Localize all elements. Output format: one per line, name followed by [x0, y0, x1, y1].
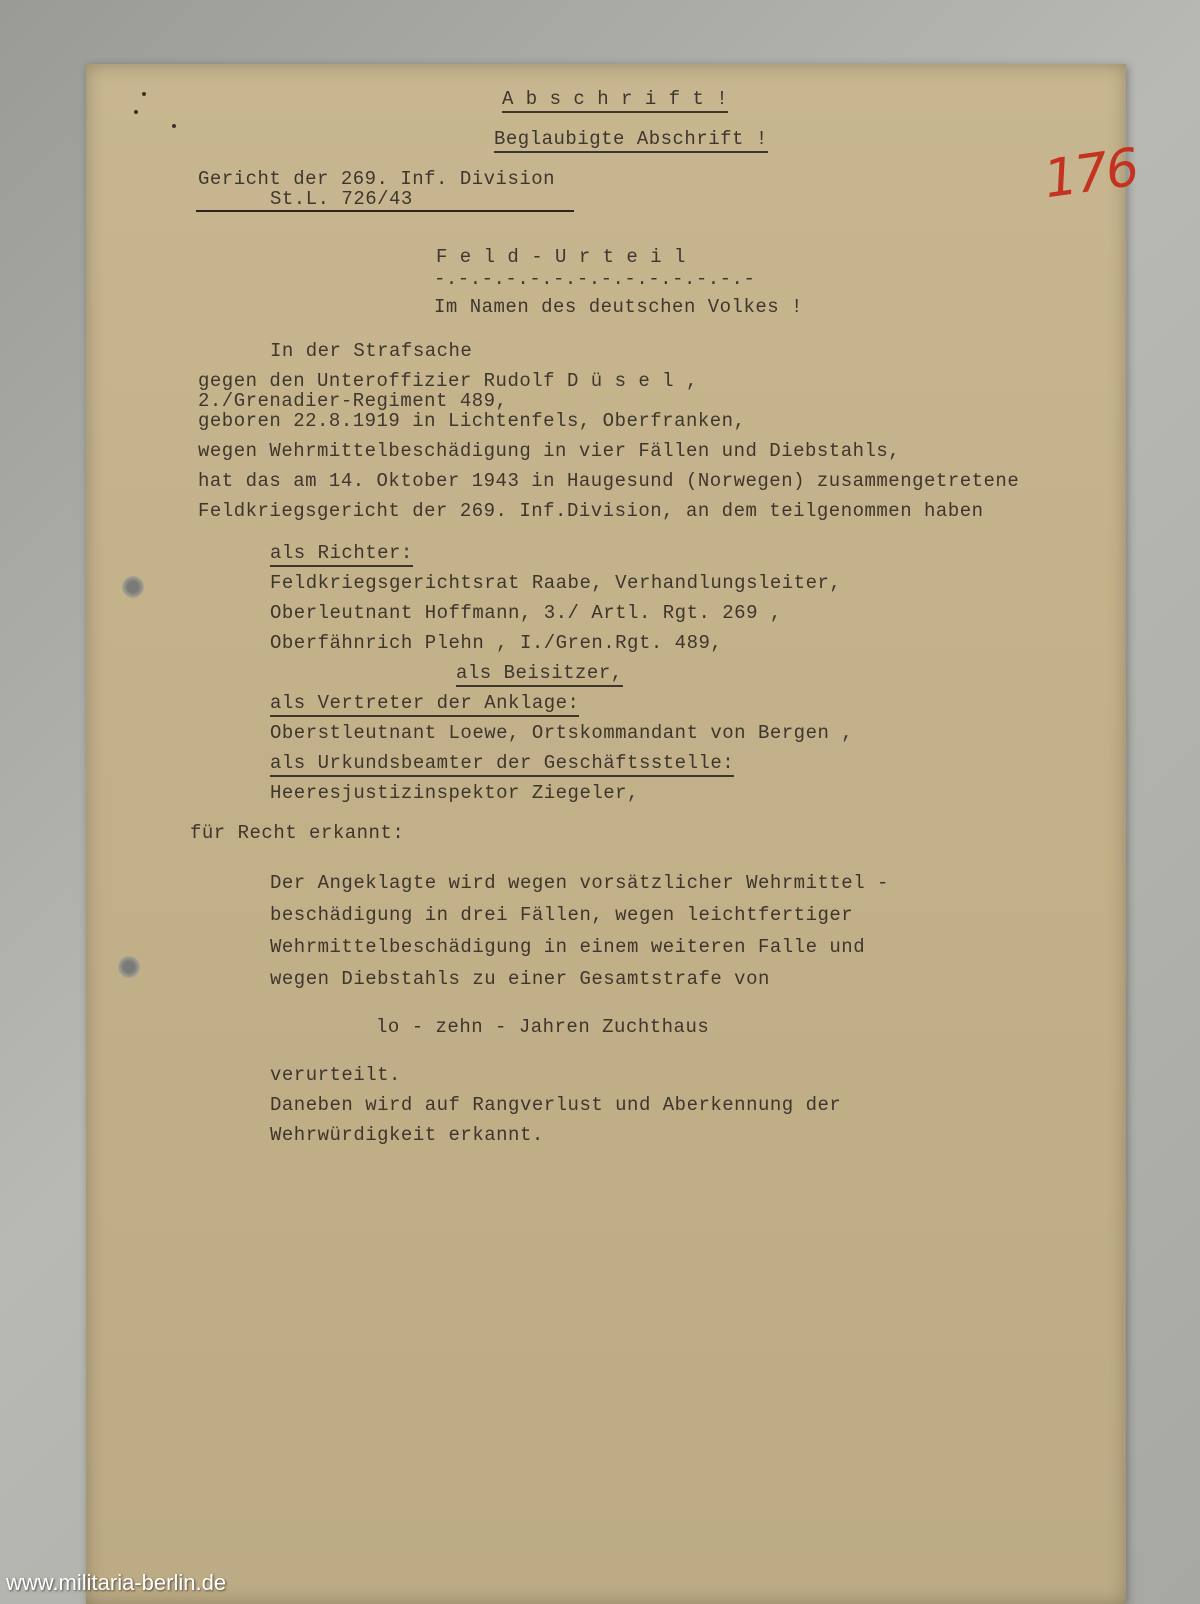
body-line: wegen Wehrmittelbeschädigung in vier Fällen und Diebstahls, — [198, 440, 901, 462]
verdict-line: wegen Diebstahls zu einer Gesamtstrafe von — [270, 968, 770, 990]
closing-line: verurteilt. — [270, 1064, 401, 1086]
verdict-line: beschädigung in drei Fällen, wegen leichtfertiger — [270, 904, 854, 926]
court-name: Gericht der 269. Inf. Division — [198, 168, 556, 190]
heading-beglaubigte-abschrift: Beglaubigte Abschrift ! — [494, 128, 768, 153]
verdict-line: Wehrmittelbeschädigung in einem weiteren Falle und — [270, 936, 866, 958]
ink-speck — [142, 92, 146, 96]
closing-line: Wehrwürdigkeit erkannt. — [270, 1124, 544, 1146]
judge-entry: Oberfähnrich Plehn , I./Gren.Rgt. 489, — [270, 632, 723, 654]
prosecution-label: als Vertreter der Anklage: — [270, 692, 579, 717]
body-line: gegen den Unteroffizier Rudolf D ü s e l , — [198, 370, 698, 392]
sentence: lo - zehn - Jahren Zuchthaus — [376, 1016, 710, 1038]
body-line: 2./Grenadier-Regiment 489, — [198, 390, 508, 412]
judges-label: als Richter: — [270, 542, 413, 567]
document-title: F e l d - U r t e i l — [436, 246, 686, 268]
judge-entry: Feldkriegsgerichtsrat Raabe, Verhandlungsleiter, — [270, 572, 842, 594]
body-line: hat das am 14. Oktober 1943 in Haugesund (Norwegen) zusammengetretene — [198, 470, 1020, 492]
judge-entry: Oberleutnant Hoffmann, 3./ Artl. Rgt. 269 , — [270, 602, 782, 624]
verdict-line: Der Angeklagte wird wegen vorsätzlicher Wehrmittel - — [270, 872, 889, 894]
watermark: www.militaria-berlin.de — [6, 1570, 227, 1595]
title-dash-line: -.-.-.-.-.-.-.-.-.-.-.-.-.- — [434, 268, 756, 290]
ink-speck — [134, 110, 138, 114]
page-number-annotation: 176 — [1040, 137, 1141, 211]
heading-abschrift: A b s c h r i f t ! — [502, 88, 728, 113]
file-reference: St.L. 726/43 — [270, 188, 413, 210]
document-sheet — [86, 64, 1141, 1604]
prosecutor: Oberstleutnant Loewe, Ortskommandant von Bergen , — [270, 722, 854, 744]
punch-hole — [118, 956, 140, 978]
invocation: Im Namen des deutschen Volkes ! — [434, 296, 803, 318]
clerk: Heeresjustizinspektor Ziegeler, — [270, 782, 639, 804]
clerk-label: als Urkundsbeamter der Geschäftsstelle: — [270, 752, 734, 777]
ink-speck — [172, 124, 176, 128]
body-line: Feldkriegsgericht der 269. Inf.Division, an dem teilgenommen haben — [198, 500, 984, 522]
assessors-label: als Beisitzer, — [456, 662, 623, 687]
body-line: geboren 22.8.1919 in Lichtenfels, Oberfranken, — [198, 410, 746, 432]
reference-underline — [196, 210, 574, 212]
punch-hole — [122, 576, 144, 598]
case-intro: In der Strafsache — [270, 340, 473, 362]
closing-line: Daneben wird auf Rangverlust und Aberkennung der — [270, 1094, 842, 1116]
verdict-intro: für Recht erkannt: — [190, 822, 405, 844]
